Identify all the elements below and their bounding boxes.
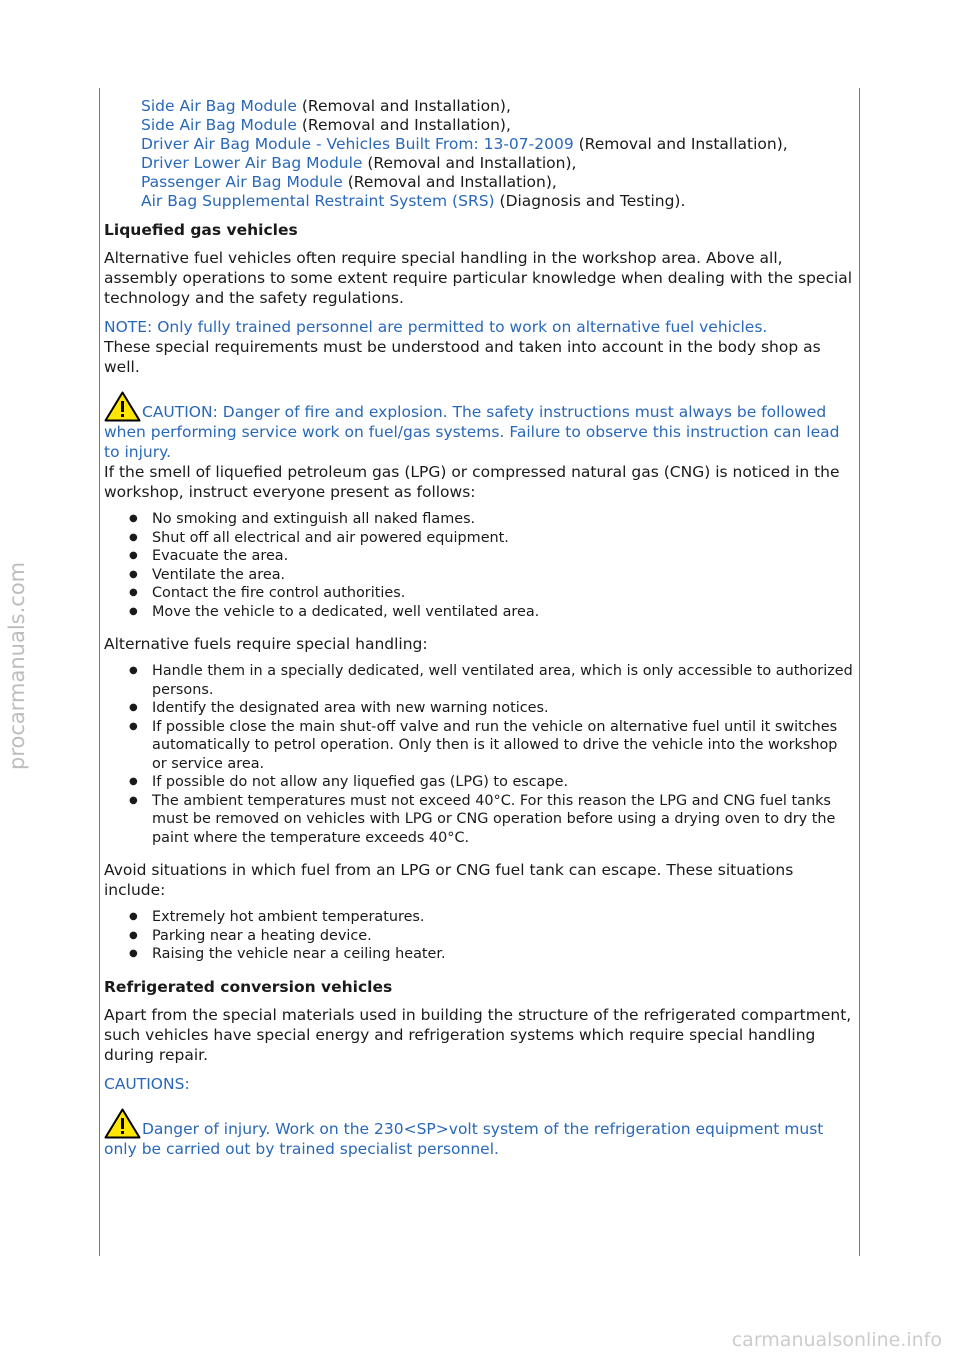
- list-item: ● Ventilate the area.: [152, 566, 856, 585]
- reference-item: Air Bag Supplemental Restraint System (SRS) (Diagnosis and Testing).: [141, 192, 686, 210]
- caution-voltage-text: Danger of injury. Work on the 230<SP>volt system of the refrigeration equipment must only be carried out by trained specialist personnel.: [104, 1119, 824, 1158]
- bottom-watermark: carmanualsonline.info: [731, 1329, 942, 1351]
- reference-link[interactable]: Side Air Bag Module: [141, 97, 297, 115]
- list-item: ● No smoking and extinguish all naked flames.: [152, 510, 856, 529]
- list-item: ● Raising the vehicle near a ceiling heater.: [152, 945, 856, 964]
- manual-page-content: [104, 96, 856, 1159]
- avoid-intro: Avoid situations in which fuel from an LPG or CNG fuel tank can escape. These situations include:: [104, 861, 794, 899]
- list-item: ● Extremely hot ambient temperatures.: [152, 908, 856, 927]
- reference-item: Passenger Air Bag Module (Removal and Installation),: [141, 173, 557, 191]
- reference-link[interactable]: Side Air Bag Module: [141, 116, 297, 134]
- list-item: ● Evacuate the area.: [152, 547, 856, 566]
- reference-link[interactable]: Passenger Air Bag Module: [141, 173, 343, 191]
- side-watermark: procarmanuals.com: [5, 561, 29, 770]
- list-item: ● Contact the fire control authorities.: [152, 584, 856, 603]
- caution-voltage: [104, 1108, 856, 1159]
- reference-list: [141, 96, 856, 210]
- list-item: ● Identify the designated area with new warning notices.: [152, 699, 856, 718]
- reference-item: Side Air Bag Module (Removal and Installation),: [141, 116, 511, 134]
- reference-item: Driver Lower Air Bag Module (Removal and Installation),: [141, 154, 577, 172]
- section-heading-refrigerated: Refrigerated conversion vehicles: [104, 977, 393, 996]
- warning-triangle-icon: [104, 391, 141, 422]
- handling-list: [104, 662, 856, 847]
- caution-fire-text: CAUTION: Danger of fire and explosion. The safety instructions must always be followed when performing service work on fuel/gas systems. Failure to observe this instruction can lead to injury.: [104, 403, 840, 461]
- avoid-list: [104, 908, 856, 964]
- list-item: ● Handle them in a specially dedicated, well ventilated area, which is only accessible to authorized persons.: [152, 662, 856, 699]
- list-item: ● The ambient temperatures must not exceed 40°C. For this reason the LPG and CNG fuel tanks must be removed on vehicles with LPG or CNG operation before using a drying oven to dry the paint where the temperature exceeds 40°C.: [152, 792, 856, 848]
- caution-fire: [104, 391, 856, 462]
- reference-item: Driver Air Bag Module - Vehicles Built From: 13-07-2009 (Removal and Installation),: [141, 135, 788, 153]
- smell-list: [104, 510, 856, 621]
- left-border-rule: [99, 88, 100, 1256]
- list-item: ● Parking near a heating device.: [152, 927, 856, 946]
- list-item: ● Shut off all electrical and air powered equipment.: [152, 529, 856, 548]
- lpg-note: NOTE: Only fully trained personnel are permitted to work on alternative fuel vehicles.: [104, 318, 768, 336]
- section-heading-lpg: Liquefied gas vehicles: [104, 221, 298, 239]
- list-item: ● If possible close the main shut-off valve and run the vehicle on alternative fuel until it switches automatically to petrol operation. Only then is it allowed to drive the vehicle into the workshop or service area.: [152, 718, 856, 774]
- reference-link[interactable]: Driver Lower Air Bag Module: [141, 154, 363, 172]
- smell-instructions: If the smell of liquefied petroleum gas (LPG) or compressed natural gas (CNG) is noticed in the workshop, instruct everyone present as follows:: [104, 463, 840, 501]
- warning-triangle-icon: [104, 1108, 141, 1139]
- lpg-intro: Alternative fuel vehicles often require special handling in the workshop area. Above all, assembly operations to some extent require particular knowledge when dealing with the special technology and the safety regulations.: [104, 249, 853, 307]
- reference-link[interactable]: Driver Air Bag Module - Vehicles Built From: 13-07-2009: [141, 135, 574, 153]
- lpg-note-follow: These special requirements must be understood and taken into account in the body shop as well.: [104, 338, 821, 376]
- list-item: ● Move the vehicle to a dedicated, well ventilated area.: [152, 603, 856, 622]
- list-item: ● If possible do not allow any liquefied gas (LPG) to escape.: [152, 773, 856, 792]
- reference-item: Side Air Bag Module (Removal and Installation),: [141, 97, 511, 115]
- refrigerated-intro: Apart from the special materials used in building the structure of the refrigerated compartment, such vehicles have special energy and refrigeration systems which require special handling during repair.: [104, 1005, 852, 1064]
- right-border-rule: [859, 88, 860, 1256]
- handling-intro: Alternative fuels require special handling:: [104, 635, 428, 653]
- cautions-label: CAUTIONS:: [104, 1074, 190, 1093]
- reference-link[interactable]: Air Bag Supplemental Restraint System (SRS): [141, 192, 495, 210]
